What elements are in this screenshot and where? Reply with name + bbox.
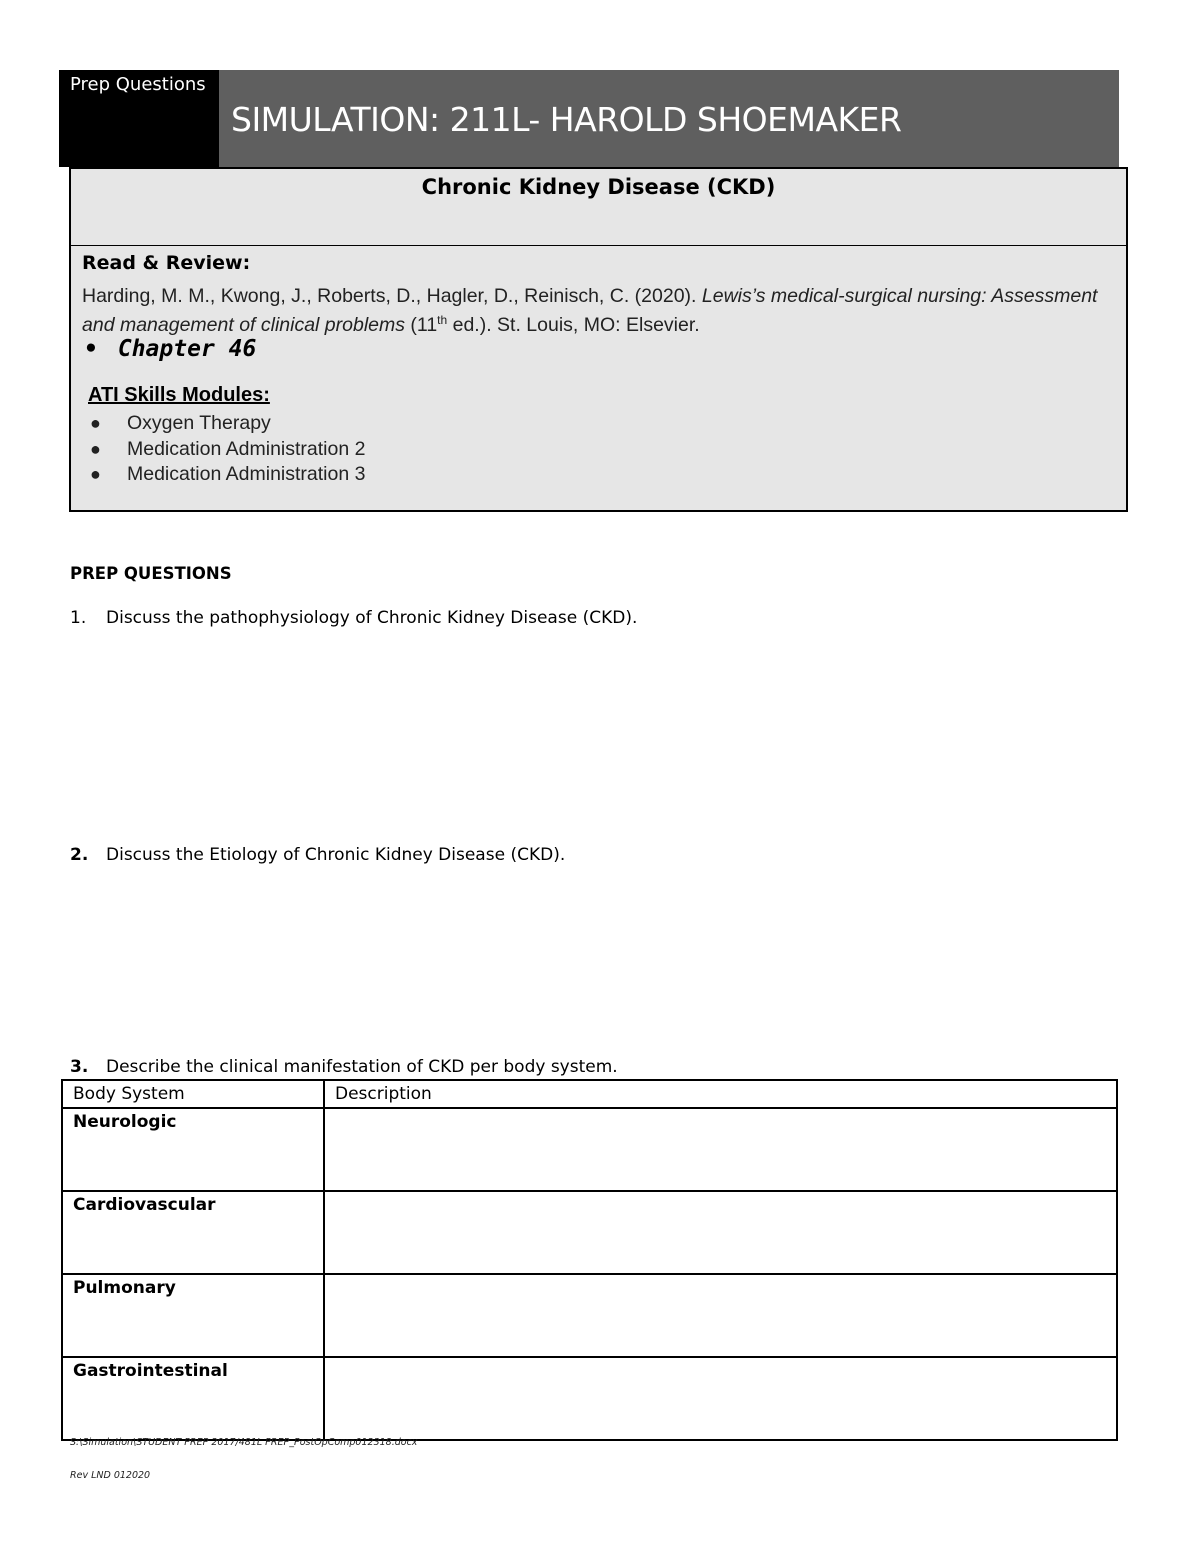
- citation-book-title: Lewis’s medical-surgical nursing: Assessment and management of clinical problems: [82, 285, 1098, 336]
- citation-authors: Harding, M. M., Kwong, J., Roberts, D., Hagler, D., Reinisch, C. (2020).: [82, 285, 702, 307]
- bullet-icon: ●: [90, 464, 101, 484]
- module-label: Medication Administration 3: [127, 463, 366, 485]
- module-label: Oxygen Therapy: [127, 412, 271, 434]
- topic-title: Chronic Kidney Disease (CKD): [421, 175, 776, 199]
- table-row: [62, 1191, 1117, 1274]
- table-row: [62, 1274, 1117, 1357]
- footer-revision: Rev LND 012020: [70, 1470, 151, 1481]
- bullet-icon: •: [84, 336, 98, 362]
- table-header-row: [62, 1080, 1117, 1108]
- description-cell[interactable]: [324, 1357, 1117, 1440]
- ati-modules-label: ATI Skills Modules:: [88, 384, 270, 406]
- read-review-label: Read & Review:: [82, 252, 251, 274]
- page-title: SIMULATION: 211L- HAROLD SHOEMAKER: [231, 100, 902, 139]
- list-item: [90, 412, 365, 438]
- list-item: [90, 463, 365, 489]
- body-system-table: [61, 1079, 1118, 1441]
- question-3: [70, 1057, 618, 1077]
- question-text: Discuss the pathophysiology of Chronic Kidney Disease (CKD).: [106, 608, 638, 628]
- question-1: [70, 608, 637, 628]
- table-row: [62, 1357, 1117, 1440]
- module-label: Medication Administration 2: [127, 437, 366, 460]
- chapter-item: [84, 336, 256, 362]
- citation-edition-prefix: (11: [405, 314, 438, 336]
- info-box-divider: [69, 245, 1128, 246]
- question-2: [70, 845, 565, 865]
- citation: [82, 282, 1117, 340]
- header-label: Prep Questions: [70, 74, 206, 95]
- list-item: [90, 438, 365, 464]
- question-number: 1.: [70, 608, 87, 628]
- description-cell[interactable]: [324, 1274, 1117, 1357]
- bullet-icon: ●: [90, 413, 101, 433]
- footer-file-path: S:\Simulation\STUDENT PREP 2017/481L PREP_PostOpComp012318.docx: [70, 1437, 418, 1448]
- bullet-icon: ●: [90, 438, 101, 459]
- description-cell[interactable]: [324, 1108, 1117, 1191]
- question-text: Discuss the Etiology of Chronic Kidney Disease (CKD).: [106, 845, 566, 865]
- body-system-cell: Neurologic: [62, 1108, 324, 1191]
- citation-edition-suffix: ed.). St. Louis, MO: Elsevier.: [447, 314, 700, 336]
- column-header-description: Description: [324, 1080, 1117, 1108]
- prep-questions-heading: PREP QUESTIONS: [70, 564, 232, 583]
- description-cell[interactable]: [324, 1191, 1117, 1274]
- question-text: Describe the clinical manifestation of CKD per body system.: [106, 1057, 618, 1077]
- question-number: 3.: [70, 1057, 89, 1077]
- table-row: [62, 1108, 1117, 1191]
- chapter-label: Chapter 46: [117, 336, 257, 362]
- body-system-cell: Pulmonary: [62, 1274, 324, 1357]
- column-header-body-system: Body System: [62, 1080, 324, 1108]
- body-system-cell: Gastrointestinal: [62, 1357, 324, 1440]
- body-system-cell: Cardiovascular: [62, 1191, 324, 1274]
- question-number: 2.: [70, 845, 89, 865]
- citation-edition-sup: th: [437, 313, 448, 327]
- ati-modules-list: [90, 412, 365, 489]
